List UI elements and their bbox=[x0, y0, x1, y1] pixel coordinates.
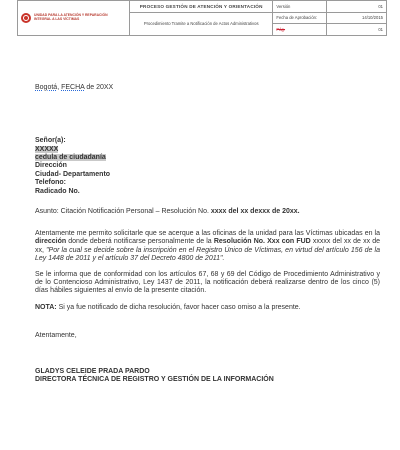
version-value: 01 bbox=[327, 1, 387, 13]
approval-label: Fecha de Aprobación: bbox=[273, 12, 327, 24]
recipient-phone: Telefono: bbox=[35, 179, 66, 187]
recipient-filing: Radicado No. bbox=[35, 187, 80, 195]
paragraph-legal-basis: Se le informa que de conformidad con los artículos 67, 68 y 69 del Código de Procedimiento Administrativo y de lo Contencioso Administrativo, Ley 1437 de 2011, la notificación deberá realizarse dentro de los cinco (5) días hábiles siguientes al envío de la presente citación. bbox=[35, 271, 380, 295]
logo-text: UNIDAD PARA LA ATENCIÓN Y REPARACIÓN INTEGRAL A LAS VÍCTIMAS bbox=[34, 13, 108, 22]
subject-line: Asunto: Citación Notificación Personal – Resolución No. xxxx del xx dexxx de 20xx. bbox=[35, 208, 300, 216]
paragraph-summons: Atentamente me permito solicitarle que se acerque a las oficinas de la unidad para las Víctimas ubicadas en la dirección donde deberá notificarse personalmente de la Resolución No. Xxx con FUD xxxxx del xx de xx de xx, "Por la cual se decide sobre la inscripción en el Registro Único de Víctimas, en virtud del artículo 156 de la Ley 1448 de 2011 y el artículo 37 del Decreto 4800 de 2011". bbox=[35, 230, 380, 262]
header-logo-cell bbox=[18, 1, 130, 36]
version-label: Versión bbox=[273, 1, 327, 13]
paragraph-note: NOTA: Si ya fue notificado de dicha resolución, favor hacer caso omiso a la presente. bbox=[35, 303, 301, 311]
signature-block bbox=[35, 368, 380, 384]
letter-body bbox=[35, 84, 380, 384]
document-header bbox=[17, 0, 387, 36]
closing: Atentamente, bbox=[35, 331, 77, 339]
procedure-title: Procedimiento Tramite a Notificación de Actos Administrativos bbox=[130, 12, 273, 35]
signer-title: DIRECTORA TÉCNICA DE REGISTRO Y GESTIÓN DE LA INFORMACIÓN bbox=[35, 376, 274, 384]
approval-value: 14/10/2015 bbox=[327, 12, 387, 24]
page-value: 01 bbox=[327, 24, 387, 36]
signer-name: GLADYS CELEIDE PRADA PARDO bbox=[35, 368, 150, 376]
recipient-city: Ciudad- Departamento bbox=[35, 170, 111, 178]
unidad-logo-icon bbox=[21, 13, 31, 23]
recipient-id: cedula de ciudadanía bbox=[35, 154, 106, 162]
recipient-name: XXXXX bbox=[35, 145, 59, 153]
recipient-block bbox=[35, 137, 380, 196]
date-line: Bogotá, FECHA de 20XX bbox=[35, 84, 114, 91]
recipient-address: Dirección bbox=[35, 162, 67, 170]
salutation: Señor(a): bbox=[35, 137, 66, 145]
process-title: PROCESO GESTIÓN DE ATENCIÓN Y ORIENTACIÓN bbox=[130, 1, 273, 13]
page-label: Pág. bbox=[276, 27, 286, 33]
